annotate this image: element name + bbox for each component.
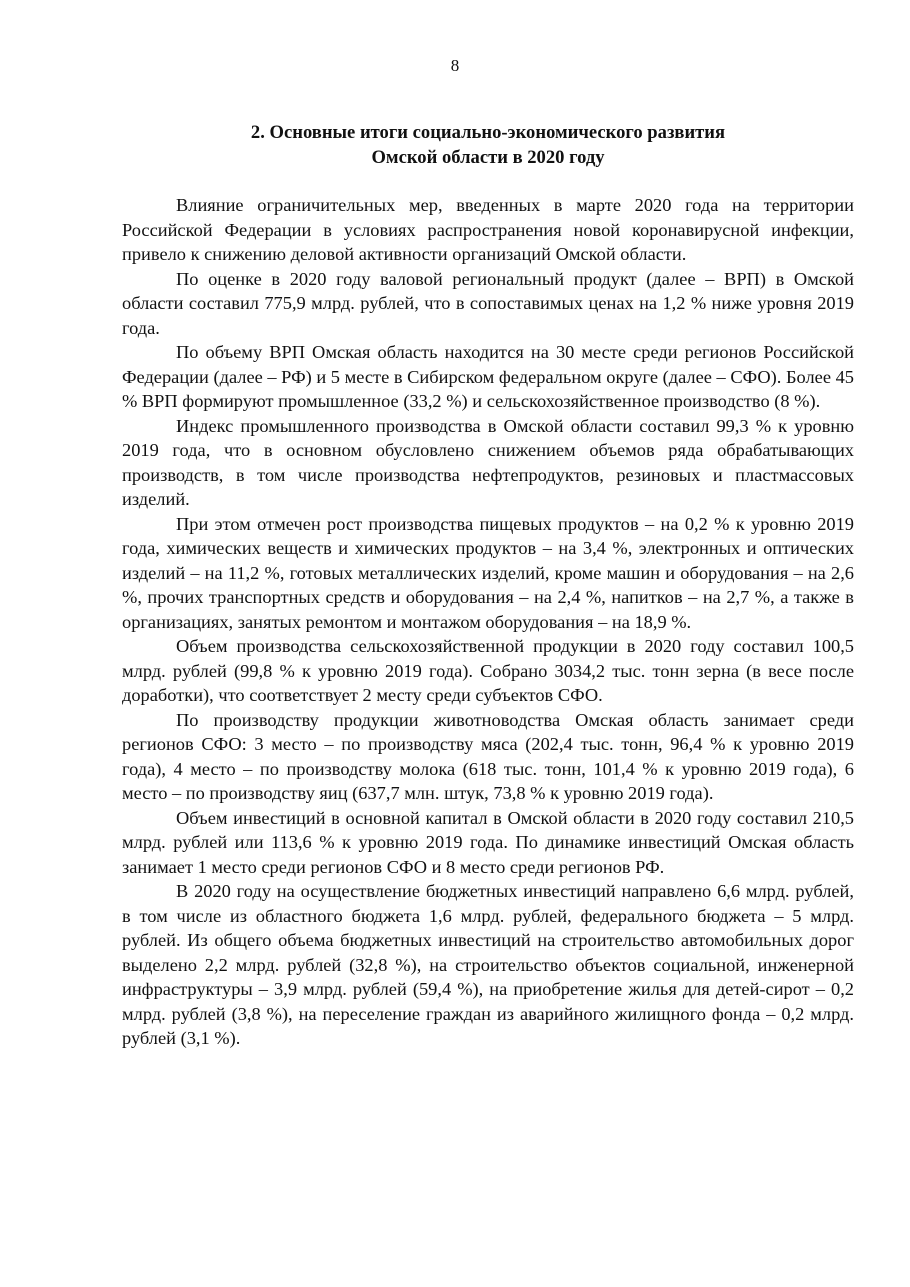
paragraph-8: Объем инвестиций в основной капитал в Омской области в 2020 году составил 210,5 млрд. рублей или 113,6 % к уровню 2019 года. По динамике инвестиций Омская область занимает 1 место среди регионов СФО и 8 место среди регионов РФ. xyxy=(122,807,854,877)
paragraph-3: По объему ВРП Омская область находится на 30 месте среди регионов Российской Федерации (далее – РФ) и 5 месте в Сибирском федеральном округе (далее – СФО). Более 45 % ВРП формируют промышленное (33,2 %) и сельскохозяйственное производство (8 %). xyxy=(122,342,854,411)
paragraph-5: При этом отмечен рост производства пищевых продуктов – на 0,2 % к уровню 2019 года, химических веществ и химических продуктов – на 3,4 %, электронных и оптических изделий – на 11,2 %, готовых металлических изделий, кроме машин и оборудования – на 2,6 %, прочих транспортных средств и оборудования – на 2,4 %, напитков – на 2,7 %, а также в организациях, занятых ремонтом и монтажом оборудования – на 18,9 %. xyxy=(122,513,854,632)
document-body xyxy=(122,193,854,1051)
paragraph-2: По оценке в 2020 году валовой региональный продукт (далее – ВРП) в Омской области составил 775,9 млрд. рублей, что в сопоставимых ценах на 1,2 % ниже уровня 2019 года. xyxy=(122,268,854,338)
paragraph-4: Индекс промышленного производства в Омской области составил 99,3 % к уровню 2019 года, что в основном обусловлено снижением объемов ряда обрабатывающих производств, в том числе производства нефтепродуктов, резиновых и пластмассовых изделий. xyxy=(122,415,854,509)
page-number: 8 xyxy=(450,56,460,75)
section-heading-line-2: Омской области в 2020 году xyxy=(371,147,605,168)
section-heading xyxy=(122,120,854,170)
section-heading-line-1: 2. Основные итоги социально-экономического развития xyxy=(250,122,726,143)
paragraph-9: В 2020 году на осуществление бюджетных инвестиций направлено 6,6 млрд. рублей, в том числе из областного бюджета 1,6 млрд. рублей, федерального бюджета – 5 млрд. рублей. Из общего объема бюджетных инвестиций на строительство автомобильных дорог выделено 2,2 млрд. рублей (32,8 %), на строительство объектов социальной, инженерной инфраструктуры – 3,9 млрд. рублей (59,4 %), на приобретение жилья для детей-сирот – 0,2 млрд. рублей (3,8 %), на переселение граждан из аварийного жилищного фонда – 0,2 млрд. рублей (3,1 %). xyxy=(122,881,854,1048)
paragraph-7: По производству продукции животноводства Омская область занимает среди регионов СФО: 3 место – по производству мяса (202,4 тыс. тонн, 96,4 % к уровню 2019 года), 4 место – по производству молока (618 тыс. тонн, 101,4 % к уровню 2019 года), 6 место – по производству яиц (637,7 млн. штук, 73,8 % к уровню 2019 года). xyxy=(122,709,854,803)
paragraph-1: Влияние ограничительных мер, введенных в марте 2020 года на территории Российской Федерации в условиях распространения новой коронавирусной инфекции, привело к снижению деловой активности организаций Омской области. xyxy=(122,195,854,264)
paragraph-6: Объем производства сельскохозяйственной продукции в 2020 году составил 100,5 млрд. рублей (99,8 % к уровню 2019 года). Собрано 3034,2 тыс. тонн зерна (в весе после доработки), что соответствует 2 месту среди субъектов СФО. xyxy=(122,636,854,705)
